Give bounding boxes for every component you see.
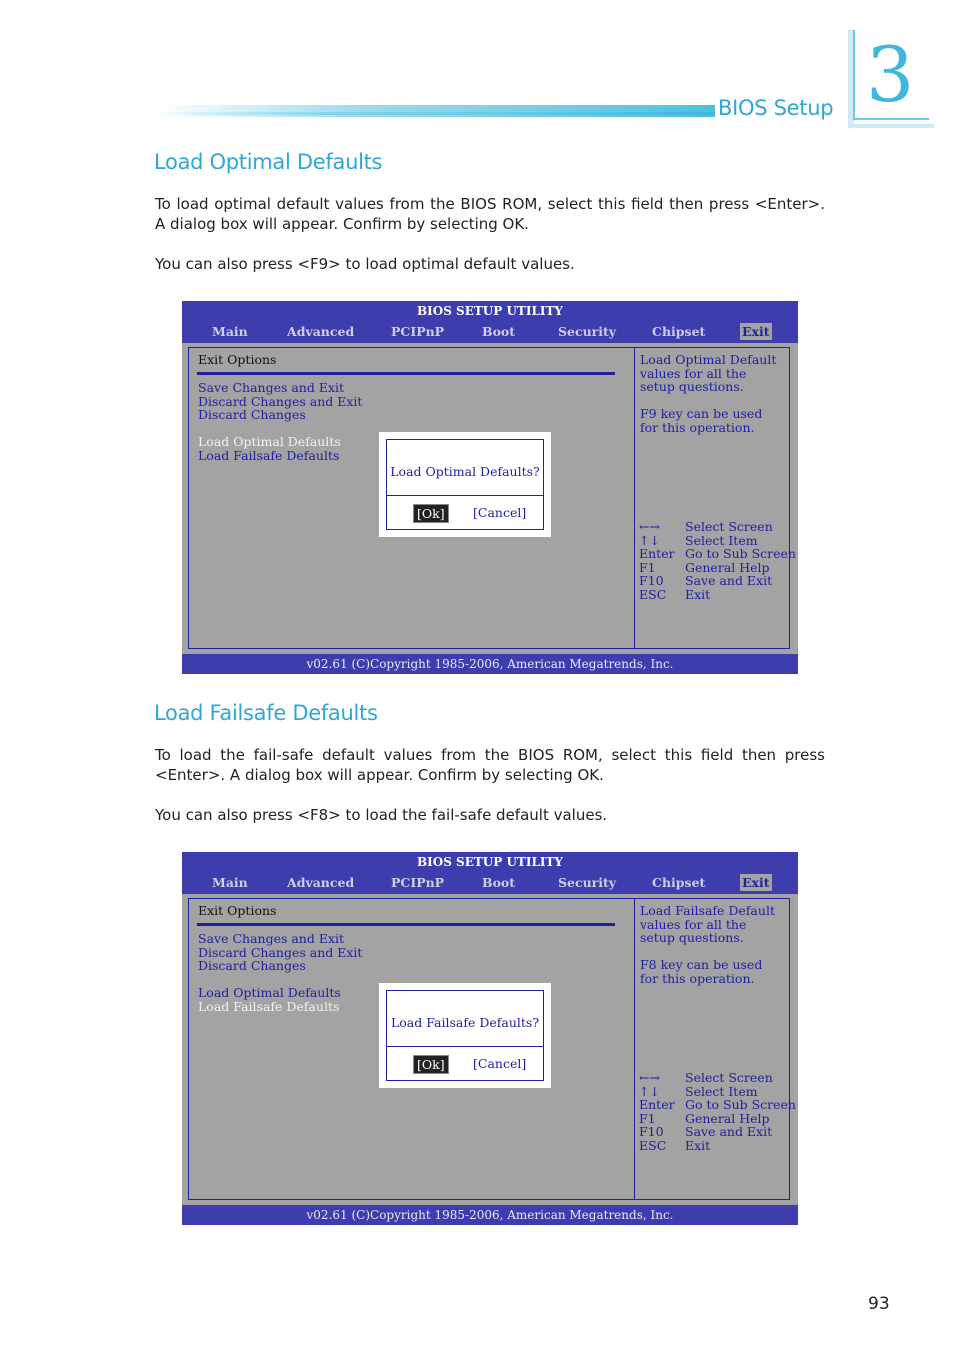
bios-item-load-failsafe[interactable]: Load Failsafe Defaults: [198, 999, 340, 1014]
paragraph-optimal-1: To load optimal default values from the BIOS ROM, select this field then press <Enter>. A dialog box will appear. Confirm by selecting OK.: [155, 195, 825, 233]
chapter-tab-line: [853, 30, 855, 120]
help-line: for this operation.: [640, 971, 755, 986]
bios-item-save-exit[interactable]: Save Changes and Exit: [198, 380, 345, 395]
key-desc: Exit: [685, 1138, 711, 1153]
bios-item-discard-exit[interactable]: Discard Changes and Exit: [198, 944, 363, 960]
bios-title: BIOS SETUP UTILITY: [182, 301, 798, 321]
bios-item-save-exit[interactable]: Save Changes and Exit: [198, 931, 345, 946]
bios-footer: v02.61 (C)Copyright 1985-2006, American Megatrends, Inc.: [182, 1205, 798, 1225]
exit-options-label: Exit Options: [198, 352, 277, 367]
bios-screen-failsafe: [182, 852, 798, 1225]
help-line: F9 key can be used: [640, 406, 763, 422]
ok-button[interactable]: [Ok]: [413, 1055, 449, 1074]
section-title-failsafe: Load Failsafe Defaults: [154, 701, 378, 725]
header-section-title: BIOS Setup: [718, 96, 834, 120]
key-desc: General Help: [685, 1110, 770, 1126]
key-desc: Save and Exit: [685, 573, 773, 589]
bios-menu-main[interactable]: Main: [212, 324, 248, 339]
key-select-screen: ←→: [639, 1070, 660, 1085]
cancel-button[interactable]: [Cancel]: [473, 505, 527, 520]
bios-menu-main[interactable]: Main: [212, 875, 248, 890]
bios-menu-chipset[interactable]: Chipset: [652, 324, 706, 339]
bios-menu-boot[interactable]: Boot: [482, 875, 516, 890]
paragraph-optimal-2: You can also press <F9> to load optimal default values.: [155, 255, 575, 273]
bios-divider: [634, 898, 635, 1200]
key-select-screen: ←→: [639, 519, 660, 534]
dialog-separator: [387, 495, 543, 496]
key-desc: Select Screen: [685, 519, 773, 534]
bios-menu-boot[interactable]: Boot: [482, 324, 516, 339]
dialog-separator: [387, 1046, 543, 1047]
key-desc: General Help: [685, 559, 770, 575]
key-desc: Select Screen: [685, 1070, 773, 1085]
bios-screen-optimal: [182, 301, 798, 674]
exit-options-rule: [197, 372, 615, 375]
bios-item-load-optimal[interactable]: Load Optimal Defaults: [198, 985, 341, 1001]
bios-menubar: [182, 321, 798, 343]
key-desc: Select Item: [685, 532, 758, 548]
key-esc: ESC: [639, 1138, 667, 1153]
key-enter: Enter: [639, 546, 675, 562]
help-line: values for all the: [640, 916, 747, 932]
dialog-question: Load Optimal Defaults?: [390, 464, 540, 479]
help-line: Load Optimal Default: [640, 352, 777, 367]
cancel-button[interactable]: [Cancel]: [473, 1056, 527, 1071]
exit-options-rule: [197, 923, 615, 926]
key-f1: F1: [639, 1110, 656, 1126]
confirm-dialog: [379, 432, 551, 537]
key-desc: Exit: [685, 587, 711, 602]
bios-menu-pcipnp[interactable]: PCIPnP: [391, 875, 445, 890]
section-title-optimal: Load Optimal Defaults: [154, 150, 383, 174]
help-line: setup questions.: [640, 930, 744, 946]
key-enter: Enter: [639, 1097, 675, 1113]
bios-menu-advanced[interactable]: Advanced: [287, 324, 355, 339]
bios-menu-chipset[interactable]: Chipset: [652, 875, 706, 890]
page-number: 93: [868, 1294, 890, 1314]
paragraph-failsafe-2: You can also press <F8> to load the fail-safe default values.: [155, 806, 608, 824]
confirm-dialog-inner: [386, 439, 544, 530]
key-desc: Save and Exit: [685, 1124, 773, 1140]
key-esc: ESC: [639, 587, 667, 602]
help-line: F8 key can be used: [640, 957, 763, 973]
help-line: values for all the: [640, 365, 747, 381]
bios-item-load-optimal[interactable]: Load Optimal Defaults: [198, 434, 341, 450]
help-line: setup questions.: [640, 379, 744, 395]
bios-menu-security[interactable]: Security: [558, 324, 617, 339]
bios-footer: v02.61 (C)Copyright 1985-2006, American Megatrends, Inc.: [182, 654, 798, 674]
confirm-dialog-inner: [386, 990, 544, 1081]
exit-options-label: Exit Options: [198, 903, 277, 918]
help-line: Load Failsafe Default: [640, 903, 775, 918]
paragraph-failsafe-1: To load the fail-safe default values from the BIOS ROM, select this field then press <Enter>. A dialog box will appear. Confirm by selecting OK.: [155, 746, 825, 784]
header-decor-bar: [155, 105, 715, 117]
key-f1: F1: [639, 559, 656, 575]
help-line: for this operation.: [640, 420, 755, 435]
bios-item-discard-exit[interactable]: Discard Changes and Exit: [198, 393, 363, 409]
bios-menubar: [182, 872, 798, 894]
bios-menu-security[interactable]: Security: [558, 875, 617, 890]
key-select-item: ↑↓: [639, 1083, 660, 1099]
bios-menu-pcipnp[interactable]: PCIPnP: [391, 324, 445, 339]
chapter-number: 3: [866, 30, 915, 119]
bios-item-discard[interactable]: Discard Changes: [198, 407, 306, 423]
key-desc: Go to Sub Screen: [685, 1097, 796, 1113]
bios-menu-advanced[interactable]: Advanced: [287, 875, 355, 890]
header-decor-line: [155, 112, 715, 115]
ok-button[interactable]: [Ok]: [413, 504, 449, 523]
key-f10: F10: [639, 573, 664, 589]
bios-menu-exit[interactable]: Exit: [742, 324, 770, 339]
bios-title: BIOS SETUP UTILITY: [182, 852, 798, 872]
bios-item-discard[interactable]: Discard Changes: [198, 958, 306, 974]
key-desc: Go to Sub Screen: [685, 546, 796, 562]
confirm-dialog: [379, 983, 551, 1088]
bios-item-load-failsafe[interactable]: Load Failsafe Defaults: [198, 448, 340, 463]
dialog-question: Load Failsafe Defaults?: [390, 1015, 540, 1030]
bios-menu-exit[interactable]: Exit: [742, 875, 770, 890]
bios-divider: [634, 347, 635, 649]
key-select-item: ↑↓: [639, 532, 660, 548]
key-f10: F10: [639, 1124, 664, 1140]
key-desc: Select Item: [685, 1083, 758, 1099]
